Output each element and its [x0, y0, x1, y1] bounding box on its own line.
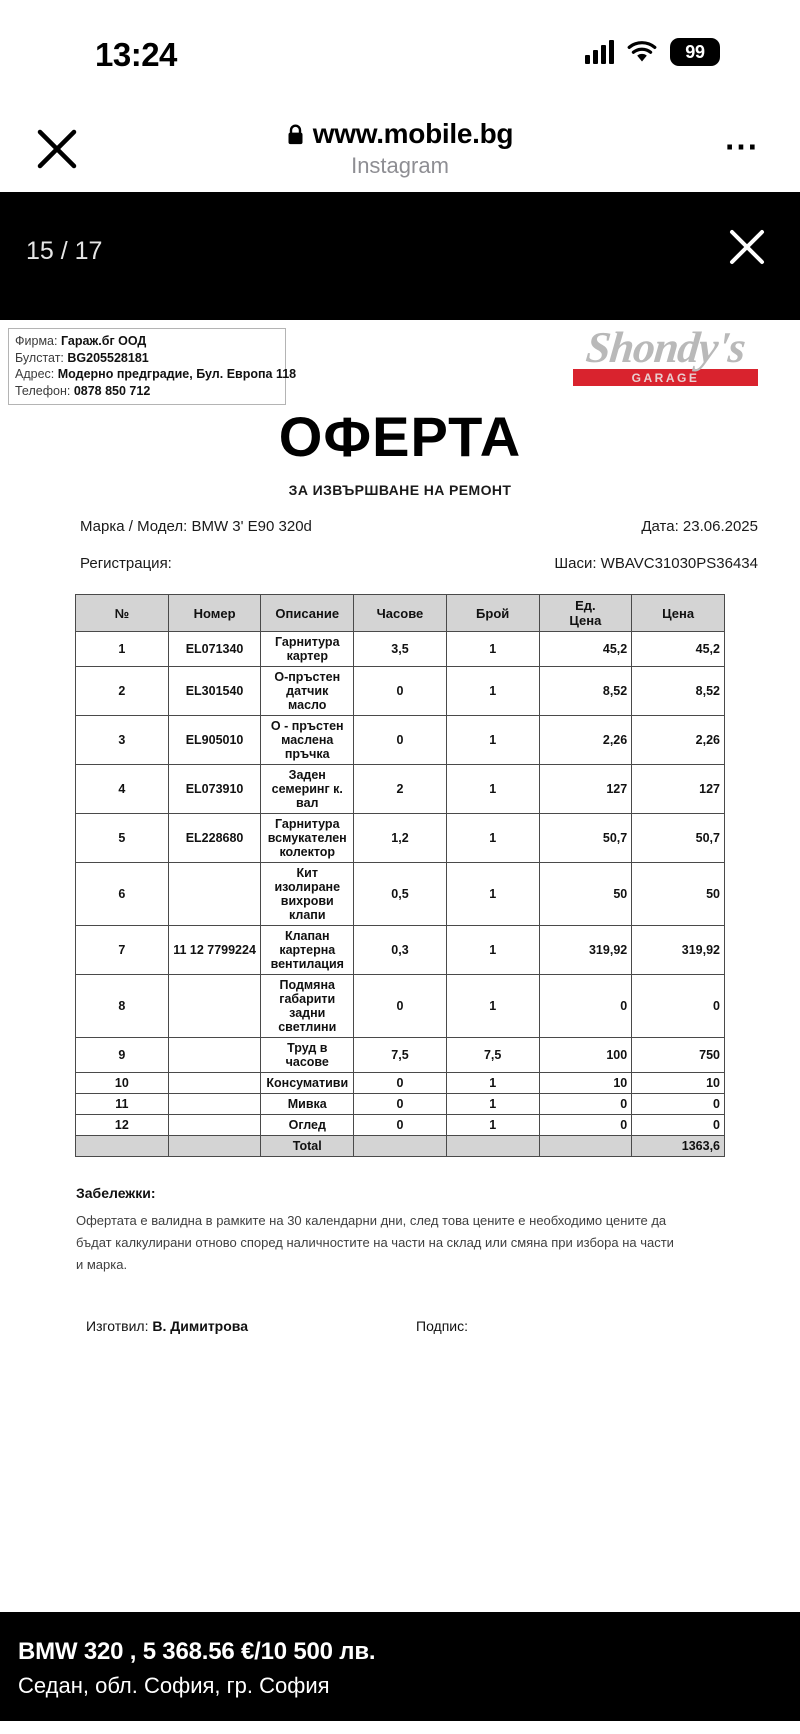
company-address-label: Адрес:	[15, 367, 55, 381]
row-price: 0	[632, 1094, 725, 1115]
table-row	[76, 926, 725, 975]
row-hours: 0,3	[354, 926, 447, 975]
wifi-icon	[627, 41, 657, 64]
total-value: 1363,6	[632, 1136, 725, 1157]
model-field	[80, 518, 312, 535]
row-number: EL905010	[168, 716, 261, 765]
table-row	[76, 814, 725, 863]
row-no: 9	[76, 1038, 169, 1073]
row-number	[168, 975, 261, 1038]
row-number	[168, 1094, 261, 1115]
row-number: EL228680	[168, 814, 261, 863]
row-description: Гарнитура всмукателен колектор	[261, 814, 354, 863]
row-unit-price: 127	[539, 765, 632, 814]
table-body	[76, 632, 725, 1157]
date-field	[641, 518, 758, 535]
signature-row	[86, 1318, 676, 1334]
row-number	[168, 863, 261, 926]
signature-label: Подпис:	[416, 1318, 469, 1334]
logo-garage-text: GARAGE	[631, 370, 700, 385]
row-description: Заден семеринг к. вал	[261, 765, 354, 814]
date-value: 23.06.2025	[682, 518, 758, 535]
table-row	[76, 632, 725, 667]
status-bar-indicators	[585, 38, 720, 66]
company-bulstat-label: Булстат:	[15, 350, 64, 365]
row-unit-price: 0	[539, 1094, 632, 1115]
offer-items-table	[75, 594, 725, 1157]
row-unit-price: 0	[539, 1115, 632, 1136]
col-header-quantity: Брой	[446, 595, 539, 632]
row-price: 50,7	[632, 814, 725, 863]
row-unit-price: 50,7	[539, 814, 632, 863]
signal-bars-icon	[585, 40, 614, 64]
col-header-no: №	[76, 595, 169, 632]
company-phone-line	[15, 383, 279, 400]
row-no: 5	[76, 814, 169, 863]
total-spacer-qty	[446, 1136, 539, 1157]
row-hours: 0	[354, 1115, 447, 1136]
table-row	[76, 975, 725, 1038]
row-quantity: 1	[446, 632, 539, 667]
total-spacer-no	[76, 1136, 169, 1157]
prepared-by-field	[86, 1318, 416, 1334]
table-row	[76, 1115, 725, 1136]
row-number: EL071340	[168, 632, 261, 667]
row-quantity: 1	[446, 1094, 539, 1115]
registration-label: Регистрация:	[80, 555, 172, 572]
prepared-by-value: В. Димитрова	[152, 1318, 248, 1334]
company-address-value: Модерно предградие, Бул. Европа 118	[57, 367, 297, 381]
row-no: 6	[76, 863, 169, 926]
prepared-by-label: Изготвил:	[86, 1318, 149, 1334]
row-no: 1	[76, 632, 169, 667]
company-bulstat-value: BG205528181	[67, 350, 149, 365]
row-quantity: 1	[446, 926, 539, 975]
row-hours: 2	[354, 765, 447, 814]
row-hours: 0	[354, 1094, 447, 1115]
total-spacer-number	[168, 1136, 261, 1157]
in-app-browser-header	[0, 110, 800, 192]
chassis-label: Шаси:	[554, 555, 597, 572]
table-row	[76, 863, 725, 926]
row-quantity: 1	[446, 863, 539, 926]
row-quantity: 1	[446, 716, 539, 765]
row-unit-price: 100	[539, 1038, 632, 1073]
lock-icon	[287, 124, 304, 145]
row-no: 2	[76, 667, 169, 716]
document-header-row	[0, 320, 800, 400]
row-no: 10	[76, 1073, 169, 1094]
row-description: О - пръстен маслена пръчка	[261, 716, 354, 765]
notes-title: Забележки:	[76, 1185, 156, 1201]
chassis-field	[554, 555, 758, 572]
browser-url-row[interactable]	[287, 118, 513, 150]
total-label: Total	[261, 1136, 354, 1157]
row-quantity: 1	[446, 765, 539, 814]
table-header	[76, 595, 725, 632]
table-row	[76, 1094, 725, 1115]
company-info-box	[8, 328, 297, 405]
meta-row-model	[0, 518, 800, 535]
row-hours: 0	[354, 716, 447, 765]
col-header-unit-price	[539, 595, 632, 632]
model-value: BMW 3' E90 320d	[191, 518, 312, 535]
row-quantity: 7,5	[446, 1038, 539, 1073]
table-row	[76, 1038, 725, 1073]
row-price: 45,2	[632, 632, 725, 667]
browser-app-name: Instagram	[351, 153, 449, 178]
col-header-number: Номер	[168, 595, 261, 632]
row-hours: 3,5	[354, 632, 447, 667]
total-spacer-unit	[539, 1136, 632, 1157]
document-whitespace	[0, 1352, 800, 1612]
table-total-row	[76, 1136, 725, 1157]
row-unit-price: 319,92	[539, 926, 632, 975]
row-unit-price: 45,2	[539, 632, 632, 667]
row-no: 12	[76, 1115, 169, 1136]
company-bulstat-line	[15, 350, 279, 367]
row-no: 4	[76, 765, 169, 814]
unit-price-line1: Ед.	[575, 598, 596, 613]
row-price: 8,52	[632, 667, 725, 716]
company-firm-value: Гараж.бг ООД	[60, 334, 147, 348]
row-price: 2,26	[632, 716, 725, 765]
row-number	[168, 1073, 261, 1094]
row-description: Консумативи	[261, 1073, 354, 1094]
browser-bottom-toolbar	[0, 1721, 800, 1734]
status-bar-time: 13:24	[95, 36, 177, 73]
company-phone-label: Телефон:	[15, 383, 71, 398]
row-price: 319,92	[632, 926, 725, 975]
col-header-hours: Часове	[354, 595, 447, 632]
row-description: Оглед	[261, 1115, 354, 1136]
row-no: 3	[76, 716, 169, 765]
model-label: Марка / Модел:	[80, 518, 188, 535]
row-hours: 0	[354, 975, 447, 1038]
row-price: 127	[632, 765, 725, 814]
row-quantity: 1	[446, 1115, 539, 1136]
row-hours: 0,5	[354, 863, 447, 926]
row-quantity: 1	[446, 1073, 539, 1094]
offer-document	[0, 320, 800, 1352]
row-quantity: 1	[446, 667, 539, 716]
col-header-description: Описание	[261, 595, 354, 632]
row-unit-price: 10	[539, 1073, 632, 1094]
row-price: 0	[632, 975, 725, 1038]
table-row	[76, 667, 725, 716]
row-price: 750	[632, 1038, 725, 1073]
browser-address-block[interactable]	[0, 118, 800, 179]
row-unit-price: 0	[539, 975, 632, 1038]
shondys-garage-logo	[573, 324, 758, 386]
unit-price-line2: Цена	[569, 613, 602, 628]
listing-info-bar[interactable]	[0, 1612, 800, 1721]
row-hours: 0	[354, 667, 447, 716]
logo-wordmark: Shondy's	[583, 323, 748, 372]
row-description: Подмяна габарити задни светлини	[261, 975, 354, 1038]
date-label: Дата:	[641, 518, 679, 535]
row-number: EL073910	[168, 765, 261, 814]
row-no: 8	[76, 975, 169, 1038]
row-number: 11 12 7799224	[168, 926, 261, 975]
row-no: 11	[76, 1094, 169, 1115]
gallery-overlay-bar	[0, 192, 800, 320]
row-description: Кит изолиране вихрови клапи	[261, 863, 354, 926]
row-number	[168, 1115, 261, 1136]
row-hours: 0	[354, 1073, 447, 1094]
row-price: 50	[632, 863, 725, 926]
company-address-line	[15, 366, 297, 383]
notes-body: Офертата е валидна в рамките на 30 календарни дни, след това цените е необходимо цените да бъдат калкулирани отново според наличностите на части на склад или смяна при избора на части и марка.	[76, 1213, 674, 1272]
total-spacer-hours	[354, 1136, 447, 1157]
row-hours: 1,2	[354, 814, 447, 863]
company-firm-label: Фирма:	[15, 334, 58, 348]
company-firm-line	[15, 333, 279, 350]
page-title: ОФЕРТА	[278, 405, 522, 468]
col-header-price: Цена	[632, 595, 725, 632]
row-description: Гарнитура картер	[261, 632, 354, 667]
row-unit-price: 2,26	[539, 716, 632, 765]
row-description: Клапан картерна вентилация	[261, 926, 354, 975]
row-no: 7	[76, 926, 169, 975]
table-row	[76, 765, 725, 814]
meta-row-registration	[0, 555, 800, 572]
browser-more-button[interactable]: ⋯	[724, 128, 760, 166]
close-icon	[724, 224, 770, 270]
row-unit-price: 8,52	[539, 667, 632, 716]
ios-status-bar	[0, 0, 800, 110]
row-price: 0	[632, 1115, 725, 1136]
row-price: 10	[632, 1073, 725, 1094]
gallery-close-button[interactable]	[724, 224, 770, 270]
row-description: Мивка	[261, 1094, 354, 1115]
page-subtitle: ЗА ИЗВЪРШВАНЕ НА РЕМОНТ	[288, 482, 512, 498]
listing-subtitle: Седан, обл. София, гр. София	[18, 1673, 330, 1698]
row-quantity: 1	[446, 814, 539, 863]
table-row	[76, 716, 725, 765]
table-header-row	[76, 595, 725, 632]
row-hours: 7,5	[354, 1038, 447, 1073]
table-row	[76, 1073, 725, 1094]
row-number: EL301540	[168, 667, 261, 716]
browser-url-text: www.mobile.bg	[312, 118, 514, 149]
row-unit-price: 50	[539, 863, 632, 926]
row-number	[168, 1038, 261, 1073]
gallery-counter: 15 / 17	[26, 237, 103, 265]
row-quantity: 1	[446, 975, 539, 1038]
row-description: Труд в часове	[261, 1038, 354, 1073]
row-description: О-пръстен датчик масло	[261, 667, 354, 716]
chassis-value: WBAVC31030PS36434	[600, 555, 758, 572]
registration-field	[80, 555, 172, 572]
battery-indicator: 99	[670, 38, 720, 66]
company-phone-value: 0878 850 712	[73, 383, 151, 398]
listing-title: BMW 320 , 5 368.56 €/10 500 лв.	[18, 1638, 376, 1665]
notes-section	[76, 1185, 676, 1276]
